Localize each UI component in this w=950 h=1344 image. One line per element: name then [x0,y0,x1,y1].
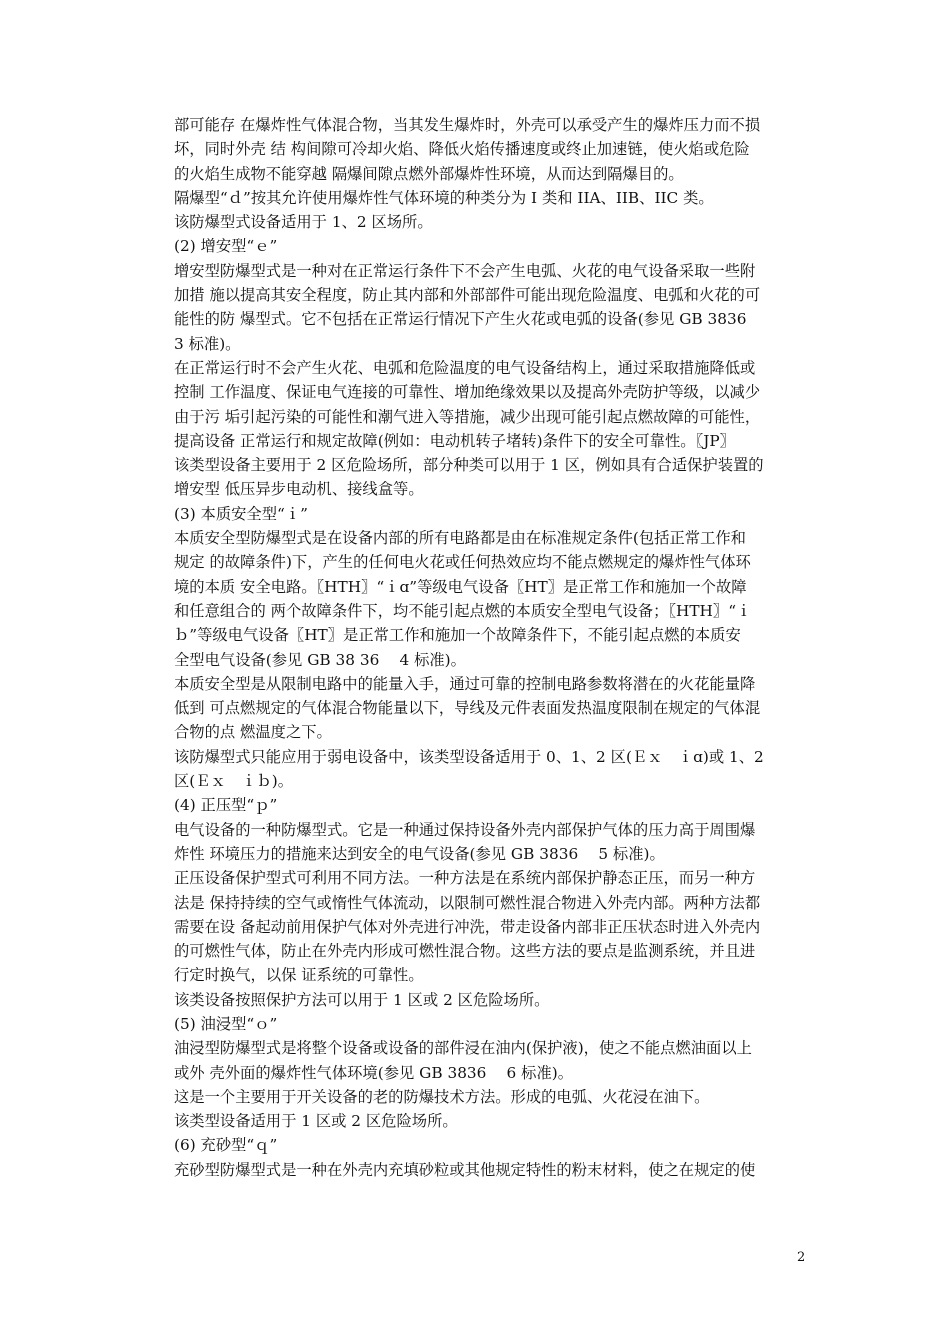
text-line: 合物的点 燃温度之下。 [174,723,332,742]
text-line: 本质安全型是从限制电路中的能量入手，通过可靠的控制电路参数将潜在的火花能量降 [174,674,756,693]
text-line: 3 标准)。 [174,334,241,353]
text-line: 的火焰生成物不能穿越 隔爆间隙点燃外部爆炸性环境，从而达到隔爆目的。 [174,164,684,183]
text-line: 控制 工作温度、保证电气连接的可靠性、增加绝缘效果以及提高外壳防护等级，以减少 [174,383,761,402]
text-line: 该类设备按照保护方法可以用于 1 区或 2 区危险场所。 [174,990,550,1009]
text-line: 增安型 低压异步电动机、接线盒等。 [174,480,424,499]
text-line: 炸性 环境压力的措施来达到安全的电气设备(参见 GB 3836 5 标准)。 [174,844,665,863]
text-line: (5) 油浸型“ｏ” [174,1014,278,1033]
text-line: 隔爆型“ｄ”按其允许使用爆炸性气体环境的种类分为 I 类和 IIA、IIB、IIC 类。 [174,188,714,207]
text-line: 在正常运行时不会产生火花、电弧和危险温度的电气设备结构上，通过采取措施降低或 [174,358,756,377]
text-line: 全型电气设备(参见 GB 38 36 4 标准)。 [174,650,466,669]
text-line: 电气设备的一种防爆型式。它是一种通过保持设备外壳内部保护气体的压力高于周围爆 [174,820,756,839]
text-line: 加措 施以提高其安全程度，防止其内部和外部部件可能出现危险温度、电弧和火花的可 [174,286,761,305]
text-line: (2) 增安型“ｅ” [174,237,278,256]
text-line: 规定 的故障条件)下，产生的任何电火花或任何热效应均不能点燃规定的爆炸性气体环 [174,553,751,572]
text-line: 或外 壳外面的爆炸性气体环境(参见 GB 3836 6 标准)。 [174,1063,574,1082]
text-line: 需要在设 备起动前用保护气体对外壳进行冲洗，带走设备内部非正压状态时进入外壳内 [174,917,761,936]
text-line: 正压设备保护型式可利用不同方法。一种方法是在系统内部保护静态正压，而另一种方 [174,869,756,888]
text-line: 提高设备 正常运行和规定故障(例如：电动机转子堵转)条件下的安全可靠性。〖JP〗 [174,431,735,450]
text-line: 坏，同时外壳 结 构间隙可冷却火焰、降低火焰传播速度或终止加速链，使火焰或危险 [174,140,750,159]
text-line: 油浸型防爆型式是将整个设备或设备的部件浸在油内(保护液)，使之不能点燃油面以上 [174,1039,752,1058]
text-line: 行定时换气，以保 证系统的可靠性。 [174,966,424,985]
page-body [174,113,810,1182]
text-line: 增安型防爆型式是一种对在正常运行条件下不会产生电弧、火花的电气设备采取一些附 [174,261,756,280]
text-line: 区(Ｅｘ ｉｂ)。 [174,772,294,791]
text-line: 境的本质 安全电路。〖HTH〗“ｉɑ”等级电气设备〖HT〗是正常工作和施加一个故障 [174,577,747,596]
text-line: 这是一个主要用于开关设备的老的防爆技术方法。形成的电弧、火花浸在油下。 [174,1087,710,1106]
text-line: 低到 可点燃规定的气体混合物能量以下，导线及元件表面发热温度限制在规定的气体混 [174,699,761,718]
text-line: 能性的防 爆型式。它不包括在正常运行情况下产生火花或电弧的设备(参见 GB 3836 [174,310,747,329]
text-line: 由于污 垢引起污染的可能性和潮气进入等措施，减少出现可能引起点燃故障的可能性， [174,407,761,426]
text-line: 和任意组合的 两个故障条件下，均不能引起点燃的本质安全型电气设备；〖HTH〗“ｉ [174,601,752,620]
text-line: (6) 充砂型“ｑ” [174,1136,278,1155]
text-line: ｂ”等级电气设备〖HT〗是正常工作和施加一个故障条件下，不能引起点燃的本质安 [174,626,741,645]
text-line: (4) 正压型“ｐ” [174,796,278,815]
text-line: 该防爆型式设备适用于 1、2 区场所。 [174,213,433,232]
text-line: (3) 本质安全型“ｉ” [174,504,308,523]
text-line: 部可能存 在爆炸性气体混合物，当其发生爆炸时，外壳可以承受产生的爆炸压力而不损 [174,116,761,134]
text-line: 该类型设备主要用于 2 区危险场所，部分种类可以用于 1 区，例如具有合适保护装置的 [174,456,764,475]
text-line: 充砂型防爆型式是一种在外壳内充填砂粒或其他规定特性的粉末材料，使之在规定的使 [174,1160,756,1179]
page-number: 2 [797,1250,806,1265]
text-line: 的可燃性气体，防止在外壳内形成可燃性混合物。这些方法的要点是监测系统，并且进 [174,942,756,961]
text-line: 该类型设备适用于 1 区或 2 区危险场所。 [174,1112,458,1131]
text-line: 法是 保持持续的空气或惰性气体流动，以限制可燃性混合物进入外壳内部。两种方法都 [174,893,761,912]
text-line: 本质安全型防爆型式是在设备内部的所有电路都是由在标准规定条件(包括正常工作和 [174,529,746,548]
text-line: 该防爆型式只能应用于弱电设备中，该类型设备适用于 0、1、2 区(Ｅｘ ｉɑ)或 1、2 [174,747,764,766]
